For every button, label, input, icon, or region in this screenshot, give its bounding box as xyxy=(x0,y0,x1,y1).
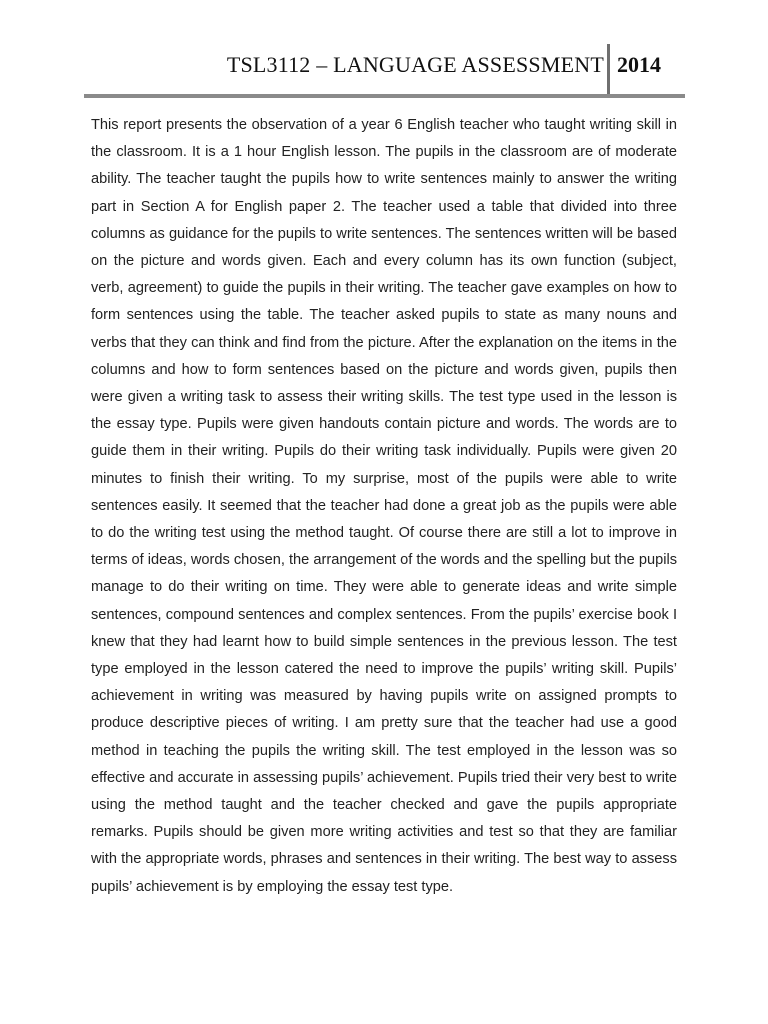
header-course-title: TSL3112 – LANGUAGE ASSESSMENT xyxy=(226,52,604,77)
header-vertical-divider xyxy=(607,44,610,96)
header-year: 2014 xyxy=(617,52,661,77)
report-paragraph: This report presents the observation of a year 6 English teacher who taught writing skill in the classroom. It is a 1 hour English lesson. The pupils in the classroom are of moderate ability. The teacher taught the pupils how to write sentences mainly to answer the writing part in Section A for English paper 2. The teacher used a table that divided into three columns as guidance for the pupils to write sentences. The sentences written will be based on the picture and words given. Each and every column has its own function (subject, verb, agreement) to guide the pupils in their writing. The teacher gave examples on how to form sentences using the table. The teacher asked pupils to state as many nouns and verbs that they can think and find from the picture. After the explanation on the items in the columns and how to form sentences based on the picture and words given, pupils then were given a writing task to assess their writing skills. The test type used in the lesson is the essay type. Pupils were given handouts contain picture and words. The words are to guide them in their writing. Pupils do their writing task individually. Pupils were given 20 minutes to finish their writing. To my surprise, most of the pupils were able to write sentences easily. It seemed that the teacher had done a great job as the pupils were able to do the writing test using the method taught. Of course there are still a lot to improve in terms of ideas, words chosen, the arrangement of the words and the spelling but the pupils manage to do their writing on time. They were able to generate ideas and write simple sentences, compound sentences and complex sentences. From the pupils’ exercise book I knew that they had learnt how to build simple sentences in the previous lesson. The test type employed in the lesson catered the need to improve the pupils’ writing skill. Pupils’ achievement in writing was measured by having pupils write on assigned prompts to produce descriptive pieces of writing. I am pretty sure that the teacher had use a good method in teaching the pupils the writing skill. The test employed in the lesson was so effective and accurate in assessing pupils’ achievement. Pupils tried their very best to write using the method taught and the teacher checked and gave the pupils appropriate remarks. Pupils should be given more writing activities and test so that they are familiar with the appropriate words, phrases and sentences in their writing. The best way to assess pupils’ achievement is by employing the essay test type. xyxy=(91,117,677,895)
header-horizontal-rule xyxy=(84,94,685,98)
